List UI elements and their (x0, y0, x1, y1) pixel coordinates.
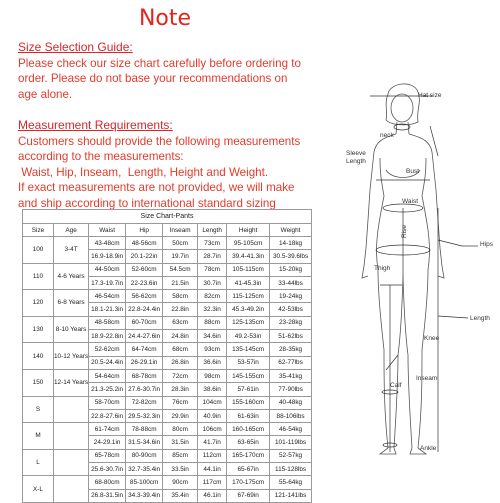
table-cell: 77-90lbs (270, 383, 312, 396)
table-cell: 14-18kg (270, 237, 312, 250)
size-cell: 150 (23, 369, 54, 396)
table-cell: 46-54cm (89, 290, 126, 303)
age-cell (54, 449, 89, 476)
table-cell: 30.7in (198, 276, 227, 289)
size-chart-table (22, 209, 312, 503)
neck-label: neck (380, 132, 394, 139)
table-cell: 42-53lbs (270, 303, 312, 316)
table-cell: 29.9in (163, 409, 198, 422)
table-cell: 115-128lbs (270, 463, 312, 476)
table-cell: 85-100cm (126, 476, 163, 489)
table-cell: 24-29.1in (89, 436, 126, 449)
table-cell: 52-62cm (89, 343, 126, 356)
table-cell: 106cm (198, 423, 227, 436)
table-row (23, 369, 312, 382)
table-cell: 115-125cm (227, 290, 270, 303)
table-cell: 22.8-24.4in (126, 303, 163, 316)
table-cell: 41-45.3in (227, 276, 270, 289)
table-cell: 18.1-21.3in (89, 303, 126, 316)
table-cell: 61-74cm (89, 423, 126, 436)
table-cell: 160-165cm (227, 423, 270, 436)
table-row (23, 263, 312, 276)
table-cell: 88cm (198, 316, 227, 329)
table-cell: 78cm (198, 263, 227, 276)
measurement-requirements (18, 118, 328, 211)
inseam-label: Inseam (416, 375, 438, 382)
table-cell: 27.6-30.7in (126, 383, 163, 396)
table-cell: 117cm (198, 476, 227, 489)
table-cell: 17.3-19.7in (89, 276, 126, 289)
table-cell: 19-24kg (270, 290, 312, 303)
table-cell: 95-105cm (227, 237, 270, 250)
age-cell (54, 476, 89, 503)
table-cell: 29.5-32.3in (126, 409, 163, 422)
table-row (23, 237, 312, 250)
table-cell: 104cm (198, 396, 227, 409)
table-cell: 145-155cm (227, 369, 270, 382)
thigh-label: Thigh (374, 265, 391, 272)
size-cell: 120 (23, 290, 54, 317)
table-cell: 72-82cm (126, 396, 163, 409)
header-weight: Weight (270, 224, 312, 237)
age-cell: 8-10 Years (54, 316, 89, 343)
measurement-line: Waist, Hip, Inseam, Length, Height and Weight. (18, 165, 269, 179)
table-cell: 61-63in (227, 409, 270, 422)
table-cell: 80-90cm (126, 449, 163, 462)
table-cell: 40-48kg (270, 396, 312, 409)
table-cell: 28-35kg (270, 343, 312, 356)
age-cell: 3-4T (54, 237, 89, 264)
table-cell: 16.9-18.9in (89, 250, 126, 263)
knee-label: Knee (424, 335, 440, 342)
header-height: Height (227, 224, 270, 237)
table-row (23, 396, 312, 409)
measurement-figure (330, 80, 500, 500)
header-size: Size (23, 224, 54, 237)
table-cell: 73cm (198, 237, 227, 250)
table-cell: 68-80cm (89, 476, 126, 489)
table-cell: 65-67in (227, 463, 270, 476)
table-cell: 105-115cm (227, 263, 270, 276)
table-cell: 170-175cm (227, 476, 270, 489)
table-cell: 49.2-53in (227, 330, 270, 343)
table-cell: 48-56cm (126, 237, 163, 250)
table-cell: 68cm (163, 343, 198, 356)
table-cell: 54-64cm (89, 369, 126, 382)
calf-label: Calf (390, 382, 402, 389)
size-cell: L (23, 449, 54, 476)
table-cell: 155-160cm (227, 396, 270, 409)
size-cell: 140 (23, 343, 54, 370)
table-row (23, 290, 312, 303)
table-cell: 20.5-24.4in (89, 356, 126, 369)
table-cell: 41.7in (198, 436, 227, 449)
table-cell: 62-77lbs (270, 356, 312, 369)
header-length: Length (198, 224, 227, 237)
table-cell: 54.5cm (163, 263, 198, 276)
table-cell: 60-70cm (126, 316, 163, 329)
table-cell: 30.5-39.6lbs (270, 250, 312, 263)
table-cell: 24.8in (163, 330, 198, 343)
table-header-row (23, 224, 312, 237)
table-cell: 58cm (163, 290, 198, 303)
table-cell: 82cm (198, 290, 227, 303)
table-cell: 46-54kg (270, 423, 312, 436)
table-cell: 34.3-39.4in (126, 489, 163, 502)
table-cell: 22.8-27.6in (89, 409, 126, 422)
body-diagram (330, 80, 500, 500)
table-cell: 56-62cm (126, 290, 163, 303)
table-cell: 38.6in (198, 383, 227, 396)
guide-line: Please check our size chart carefully before ordering to (18, 56, 301, 70)
ankle-label: Ankle (420, 445, 437, 452)
header-waist: Waist (89, 224, 126, 237)
table-cell: 63-65in (227, 436, 270, 449)
table-cell: 78-88cm (126, 423, 163, 436)
measurement-line: and ship according to international standard sizing (18, 196, 276, 210)
table-cell: 44.1in (198, 463, 227, 476)
table-row (23, 343, 312, 356)
table-cell: 58-70cm (89, 396, 126, 409)
size-cell: 100 (23, 237, 54, 264)
sleeve-length-label: Sleeve (346, 150, 366, 157)
table-cell: 165-170cm (227, 449, 270, 462)
age-cell: 6-8 Years (54, 290, 89, 317)
table-cell: 85cm (163, 449, 198, 462)
hat-size-label: Hat size (418, 92, 442, 99)
measurement-line: If exact measurements are not provided, we will make (18, 181, 295, 194)
table-cell: 68-78cm (126, 369, 163, 382)
sleeve-length-label-2: Length (346, 158, 366, 165)
bust-label: Bust (406, 168, 420, 175)
table-cell: 33.5in (163, 463, 198, 476)
guide-line: order. Please do not base your recommendations on (18, 72, 288, 85)
age-cell: 10-12 Years (54, 343, 89, 370)
table-cell: 44-50cm (89, 263, 126, 276)
table-cell: 121-141lbs (270, 489, 312, 502)
table-cell: 101-119lbs (270, 436, 312, 449)
table-cell: 22-23.6in (126, 276, 163, 289)
table-cell: 112cm (198, 449, 227, 462)
table-cell: 22.8in (163, 303, 198, 316)
table-row (23, 476, 312, 489)
table-cell: 43-48cm (89, 237, 126, 250)
size-cell: 110 (23, 263, 54, 290)
measurement-line: Customers should provide the following measurements (18, 134, 301, 148)
table-cell: 15-20kg (270, 263, 312, 276)
table-cell: 76cm (163, 396, 198, 409)
table-cell: 52-57kg (270, 449, 312, 462)
rise-label: Rise (401, 224, 408, 238)
table-cell: 35-41kg (270, 369, 312, 382)
hips-label: Hips (480, 241, 494, 248)
measurement-heading: Measurement Requirements: (18, 118, 173, 132)
table-cell: 52-60cm (126, 263, 163, 276)
table-cell: 34.6in (198, 330, 227, 343)
table-cell: 40.9in (198, 409, 227, 422)
table-cell: 90cm (163, 476, 198, 489)
age-cell (54, 396, 89, 423)
table-cell: 31.5in (163, 436, 198, 449)
table-cell: 72cm (163, 369, 198, 382)
size-cell: M (23, 423, 54, 450)
length-label: Length (470, 315, 490, 322)
table-cell: 19.7in (163, 250, 198, 263)
table-cell: 31.5-34.6in (126, 436, 163, 449)
header-hip: Hip (126, 224, 163, 237)
table-cell: 98cm (198, 369, 227, 382)
table-cell: 28.7in (198, 250, 227, 263)
table-cell: 55-64kg (270, 476, 312, 489)
table-cell: 67-69in (227, 489, 270, 502)
table-cell: 21.5in (163, 276, 198, 289)
table-cell: 24.4-27.6in (126, 330, 163, 343)
table-body (23, 237, 312, 503)
table-cell: 32.7-35.4in (126, 463, 163, 476)
table-cell: 26.8-31.5in (89, 489, 126, 502)
table-cell: 26-29.1in (126, 356, 163, 369)
age-cell (54, 423, 89, 450)
table-cell: 26.8in (163, 356, 198, 369)
size-cell: 130 (23, 316, 54, 343)
table-cell: 36.6in (198, 356, 227, 369)
table-cell: 25.6-30.7in (89, 463, 126, 476)
table-cell: 53-57in (227, 356, 270, 369)
table-row (23, 449, 312, 462)
guide-line: age alone. (18, 87, 73, 101)
table-cell: 51-62lbs (270, 330, 312, 343)
age-cell: 4-6 Years (54, 263, 89, 290)
page-title: Note (138, 6, 192, 31)
table-caption: Size Chart-Pants (22, 209, 312, 223)
table-cell: 33-44lbs (270, 276, 312, 289)
table-cell: 93cm (198, 343, 227, 356)
size-selection-guide (18, 40, 318, 102)
table-cell: 45.3-49.2in (227, 303, 270, 316)
header-age: Age (54, 224, 89, 237)
table-cell: 39.4-41.3in (227, 250, 270, 263)
table-cell: 18.9-22.8in (89, 330, 126, 343)
table-cell: 125-135cm (227, 316, 270, 329)
table-cell: 57-61in (227, 383, 270, 396)
table-row (23, 423, 312, 436)
waist-label: Waist (402, 198, 419, 205)
table-cell: 21.3-25.2in (89, 383, 126, 396)
measurement-line: according to the measurements: (18, 150, 184, 163)
table-cell: 48-58cm (89, 316, 126, 329)
table-cell: 88-106lbs (270, 409, 312, 422)
table-cell: 35.4in (163, 489, 198, 502)
table-cell: 32.3in (198, 303, 227, 316)
table-cell: 20.1-22in (126, 250, 163, 263)
table-cell: 135-145cm (227, 343, 270, 356)
table-cell: 80cm (163, 423, 198, 436)
table-cell: 50cm (163, 237, 198, 250)
table-cell: 28.3in (163, 383, 198, 396)
size-cell: S (23, 396, 54, 423)
table-cell: 23-28kg (270, 316, 312, 329)
size-cell: X-L (23, 476, 54, 503)
table-row (23, 316, 312, 329)
size-chart (22, 209, 312, 503)
header-inseam: Inseam (163, 224, 198, 237)
table-cell: 65-78cm (89, 449, 126, 462)
table-cell: 64-74cm (126, 343, 163, 356)
table-cell: 46.1in (198, 489, 227, 502)
guide-heading: Size Selection Guide: (18, 40, 133, 54)
age-cell: 12-14 Years (54, 369, 89, 396)
table-cell: 63cm (163, 316, 198, 329)
